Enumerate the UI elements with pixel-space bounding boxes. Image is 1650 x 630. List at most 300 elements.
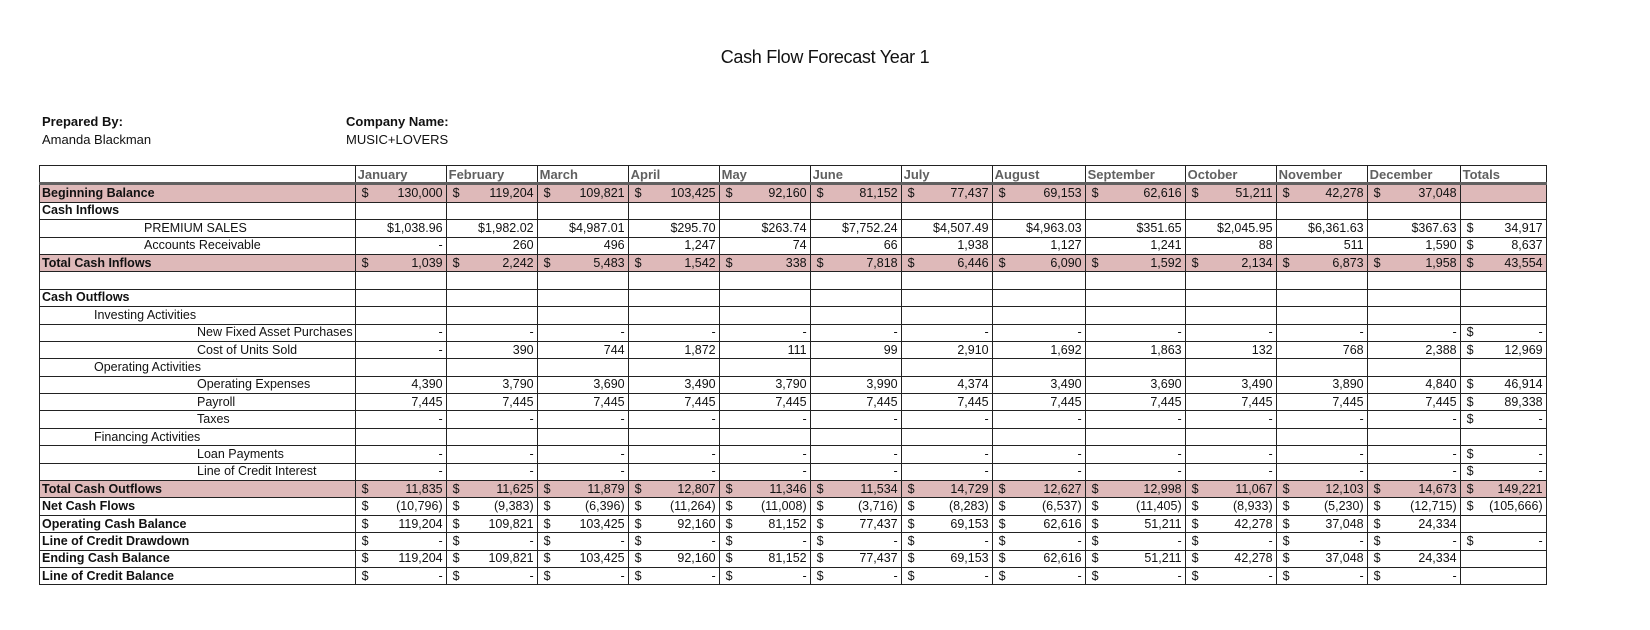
value-cell — [719, 202, 810, 219]
value-cell: - — [446, 463, 537, 480]
value-cell — [992, 550, 1085, 567]
value-cell — [537, 289, 628, 306]
value-cell — [719, 515, 810, 532]
value-cell: 3,990 — [810, 376, 901, 393]
currency-symbol: $ — [725, 481, 733, 496]
cell-value: 338 — [785, 255, 807, 270]
value-cell: $295.70 — [628, 220, 719, 237]
cell-value: - — [711, 568, 716, 583]
currency-symbol: $ — [725, 551, 733, 566]
cell-value: 12,627 — [1043, 481, 1082, 496]
cell-value: 11,625 — [496, 481, 534, 496]
currency-symbol: $ — [1466, 499, 1474, 514]
value-cell: $1,982.02 — [446, 220, 537, 237]
value-cell: $263.74 — [719, 220, 810, 237]
cell-value: (3,716) — [858, 499, 898, 514]
currency-symbol: $ — [452, 568, 460, 583]
value-cell: - — [628, 463, 719, 480]
month-header-june: June — [810, 166, 901, 184]
value-cell — [1460, 498, 1546, 515]
currency-symbol: $ — [998, 481, 1006, 496]
value-cell: - — [810, 446, 901, 463]
cell-value: - — [438, 533, 443, 548]
value-cell — [355, 550, 446, 567]
value-cell — [992, 481, 1085, 498]
row-cash-outflows — [40, 289, 1547, 306]
value-cell: - — [628, 446, 719, 463]
cell-value: 103,425 — [579, 551, 625, 566]
currency-symbol: $ — [1191, 516, 1199, 531]
value-cell — [901, 567, 992, 584]
value-cell — [1460, 463, 1546, 480]
currency-symbol: $ — [543, 186, 551, 201]
cell-value: - — [1538, 446, 1543, 461]
value-cell — [355, 184, 446, 202]
value-cell — [1185, 533, 1276, 550]
value-cell: - — [1276, 463, 1367, 480]
value-cell: 88 — [1185, 237, 1276, 254]
cell-value: 103,425 — [670, 186, 716, 201]
value-cell — [355, 272, 446, 289]
value-cell: $367.63 — [1367, 220, 1460, 237]
value-cell — [446, 289, 537, 306]
cell-value: 6,446 — [957, 255, 989, 270]
cell-value: 92,160 — [677, 551, 716, 566]
value-cell: - — [1185, 411, 1276, 428]
currency-symbol: $ — [998, 533, 1006, 548]
row-label: Total Cash Outflows — [40, 481, 356, 498]
value-cell: - — [355, 324, 446, 341]
value-cell — [719, 289, 810, 306]
value-cell — [719, 567, 810, 584]
value-cell: - — [446, 446, 537, 463]
cell-value: (6,537) — [1042, 499, 1082, 514]
cash-flow-table — [39, 165, 1547, 585]
value-cell: 3,490 — [992, 376, 1085, 393]
cell-value: 92,160 — [677, 516, 716, 531]
cell-value: 51,211 — [1235, 186, 1273, 201]
currency-symbol: $ — [998, 551, 1006, 566]
value-cell: 496 — [537, 237, 628, 254]
cell-value: - — [1452, 533, 1457, 548]
cell-value: - — [438, 568, 443, 583]
cell-value: 119,204 — [398, 516, 443, 531]
currency-symbol: $ — [725, 186, 733, 201]
value-cell — [628, 550, 719, 567]
row-label: Cash Inflows — [40, 202, 356, 219]
currency-symbol: $ — [452, 255, 460, 270]
value-cell — [901, 202, 992, 219]
cell-value: 92,160 — [768, 186, 807, 201]
row-label: Beginning Balance — [40, 184, 356, 202]
value-cell: - — [1276, 324, 1367, 341]
cell-value: - — [893, 533, 898, 548]
cell-value: 109,821 — [488, 551, 534, 566]
row-premium-sales — [40, 220, 1547, 237]
value-cell: 1,863 — [1085, 341, 1185, 358]
value-cell: - — [719, 463, 810, 480]
currency-symbol: $ — [1191, 499, 1199, 514]
currency-symbol: $ — [998, 568, 1006, 583]
value-cell — [355, 202, 446, 219]
currency-symbol: $ — [1466, 533, 1474, 548]
currency-symbol: $ — [1282, 186, 1290, 201]
value-cell — [1460, 428, 1546, 445]
value-cell: 7,445 — [628, 394, 719, 411]
currency-symbol: $ — [361, 568, 369, 583]
cell-value: 77,437 — [859, 551, 898, 566]
value-cell — [901, 184, 992, 202]
value-cell: - — [537, 463, 628, 480]
value-cell — [1276, 272, 1367, 289]
value-cell: 3,790 — [719, 376, 810, 393]
currency-symbol: $ — [361, 481, 369, 496]
currency-symbol: $ — [907, 551, 915, 566]
value-cell — [628, 567, 719, 584]
value-cell: 768 — [1276, 341, 1367, 358]
value-cell — [810, 533, 901, 550]
value-cell — [992, 289, 1085, 306]
value-cell: 66 — [810, 237, 901, 254]
value-cell — [1276, 533, 1367, 550]
value-cell — [1085, 272, 1185, 289]
value-cell — [1185, 202, 1276, 219]
currency-symbol: $ — [816, 499, 824, 514]
value-cell — [1460, 184, 1546, 202]
value-cell: 7,445 — [901, 394, 992, 411]
value-cell: - — [810, 463, 901, 480]
month-header-december: December — [1367, 166, 1460, 184]
row-label: New Fixed Asset Purchases — [40, 324, 356, 341]
currency-symbol: $ — [816, 533, 824, 548]
cell-value: - — [1538, 412, 1543, 427]
cell-value: 109,821 — [579, 186, 625, 201]
value-cell: 132 — [1185, 341, 1276, 358]
cell-value: 6,873 — [1332, 255, 1364, 270]
value-cell — [901, 515, 992, 532]
value-cell: $4,963.03 — [992, 220, 1085, 237]
cell-value: - — [1452, 568, 1457, 583]
cell-value: - — [984, 533, 989, 548]
value-cell: - — [810, 411, 901, 428]
value-cell — [1460, 237, 1546, 254]
value-cell — [1460, 376, 1546, 393]
currency-symbol: $ — [1091, 186, 1099, 201]
header-corner — [40, 166, 356, 184]
value-cell — [992, 254, 1085, 271]
value-cell — [1367, 515, 1460, 532]
currency-symbol: $ — [1091, 568, 1099, 583]
value-cell — [446, 428, 537, 445]
cell-value: 14,673 — [1418, 481, 1457, 496]
value-cell — [1085, 550, 1185, 567]
cell-value: 42,278 — [1234, 551, 1273, 566]
value-cell: 1,590 — [1367, 237, 1460, 254]
currency-symbol: $ — [725, 255, 733, 270]
cell-value: - — [1538, 464, 1543, 479]
cell-value: 5,483 — [593, 255, 625, 270]
cell-value: 81,152 — [768, 516, 807, 531]
value-cell: - — [1085, 324, 1185, 341]
value-cell — [1085, 498, 1185, 515]
value-cell — [1460, 254, 1546, 271]
cell-value: 62,616 — [1143, 186, 1182, 201]
value-cell — [628, 289, 719, 306]
value-cell: 7,445 — [992, 394, 1085, 411]
cell-value: (6,396) — [585, 499, 625, 514]
value-cell: - — [1367, 411, 1460, 428]
currency-symbol: $ — [1373, 551, 1381, 566]
value-cell — [1085, 481, 1185, 498]
currency-symbol: $ — [1091, 516, 1099, 531]
cell-value: - — [620, 533, 625, 548]
cell-value: 37,048 — [1325, 516, 1364, 531]
cell-value: 81,152 — [859, 186, 898, 201]
cell-value: (11,008) — [760, 499, 807, 514]
value-cell: 7,445 — [537, 394, 628, 411]
value-cell — [810, 359, 901, 376]
value-cell — [446, 202, 537, 219]
currency-symbol: $ — [543, 533, 551, 548]
currency-symbol: $ — [1373, 481, 1381, 496]
cell-value: - — [1359, 533, 1364, 548]
cell-value: 6,090 — [1050, 255, 1082, 270]
value-cell — [1460, 341, 1546, 358]
value-cell — [446, 272, 537, 289]
value-cell — [1460, 394, 1546, 411]
value-cell: 3,690 — [537, 376, 628, 393]
value-cell — [1460, 289, 1546, 306]
month-header-september: September — [1085, 166, 1185, 184]
value-cell — [810, 184, 901, 202]
currency-symbol: $ — [452, 481, 460, 496]
value-cell: 7,445 — [1276, 394, 1367, 411]
currency-symbol: $ — [1282, 551, 1290, 566]
value-cell — [1460, 220, 1546, 237]
value-cell: - — [1367, 463, 1460, 480]
month-header-october: October — [1185, 166, 1276, 184]
value-cell — [355, 254, 446, 271]
currency-symbol: $ — [361, 516, 369, 531]
value-cell: 1,127 — [992, 237, 1085, 254]
value-cell: $6,361.63 — [1276, 220, 1367, 237]
value-cell — [1276, 289, 1367, 306]
row-label: Financing Activities — [40, 428, 356, 445]
value-cell: 7,445 — [1185, 394, 1276, 411]
currency-symbol: $ — [725, 516, 733, 531]
value-cell — [719, 184, 810, 202]
cell-value: 2,134 — [1241, 255, 1273, 270]
value-cell — [1185, 359, 1276, 376]
currency-symbol: $ — [1091, 481, 1099, 496]
value-cell: 74 — [719, 237, 810, 254]
row-ending-cash-balance — [40, 550, 1547, 567]
value-cell — [1085, 567, 1185, 584]
currency-symbol: $ — [1466, 394, 1474, 409]
row-beginning-balance — [40, 184, 1547, 202]
value-cell — [446, 481, 537, 498]
currency-symbol: $ — [1466, 464, 1474, 479]
cell-value: - — [1268, 533, 1273, 548]
value-cell — [810, 202, 901, 219]
value-cell — [1367, 567, 1460, 584]
value-cell: 2,388 — [1367, 341, 1460, 358]
value-cell — [992, 428, 1085, 445]
cell-value: 24,334 — [1418, 551, 1457, 566]
value-cell — [446, 184, 537, 202]
currency-symbol: $ — [1466, 325, 1474, 340]
row-label: Line of Credit Drawdown — [40, 533, 356, 550]
currency-symbol: $ — [998, 516, 1006, 531]
value-cell — [1276, 498, 1367, 515]
value-cell — [810, 515, 901, 532]
value-cell — [1460, 550, 1546, 567]
value-cell: 511 — [1276, 237, 1367, 254]
value-cell — [1276, 202, 1367, 219]
currency-symbol: $ — [725, 533, 733, 548]
value-cell — [1085, 289, 1185, 306]
value-cell: $4,987.01 — [537, 220, 628, 237]
currency-symbol: $ — [543, 551, 551, 566]
cell-value: 11,346 — [769, 481, 807, 496]
value-cell — [537, 550, 628, 567]
value-cell — [810, 567, 901, 584]
cell-value: - — [1077, 568, 1082, 583]
cell-value: 149,221 — [1497, 481, 1543, 496]
value-cell: - — [446, 411, 537, 428]
value-cell — [1276, 550, 1367, 567]
currency-symbol: $ — [1466, 238, 1474, 253]
row-taxes — [40, 411, 1547, 428]
value-cell — [719, 254, 810, 271]
value-cell: - — [355, 411, 446, 428]
currency-symbol: $ — [1466, 342, 1474, 357]
cell-value: 11,879 — [587, 481, 625, 496]
value-cell — [1367, 202, 1460, 219]
value-cell — [901, 498, 992, 515]
value-cell — [1460, 324, 1546, 341]
value-cell: 3,790 — [446, 376, 537, 393]
value-cell — [537, 428, 628, 445]
row-total-cash-inflows — [40, 254, 1547, 271]
cell-value: 46,914 — [1504, 377, 1543, 392]
currency-symbol: $ — [1373, 499, 1381, 514]
value-cell — [901, 254, 992, 271]
value-cell — [901, 533, 992, 550]
value-cell: - — [992, 446, 1085, 463]
currency-symbol: $ — [452, 499, 460, 514]
value-cell: 7,445 — [1367, 394, 1460, 411]
value-cell — [1185, 567, 1276, 584]
value-cell — [992, 533, 1085, 550]
value-cell — [537, 567, 628, 584]
value-cell — [1367, 289, 1460, 306]
value-cell — [992, 202, 1085, 219]
cell-value: - — [529, 533, 534, 548]
currency-symbol: $ — [1091, 551, 1099, 566]
value-cell — [810, 550, 901, 567]
row-label: Net Cash Flows — [40, 498, 356, 515]
cell-value: - — [529, 568, 534, 583]
value-cell — [1085, 428, 1185, 445]
cell-value: (8,933) — [1233, 499, 1273, 514]
company-name-value: MUSIC+LOVERS — [346, 132, 449, 147]
value-cell — [810, 272, 901, 289]
cell-value: - — [802, 568, 807, 583]
row-cash-inflows — [40, 202, 1547, 219]
value-cell — [1367, 272, 1460, 289]
month-header-april: April — [628, 166, 719, 184]
value-cell — [1367, 428, 1460, 445]
currency-symbol: $ — [816, 568, 824, 583]
value-cell — [1185, 184, 1276, 202]
value-cell — [992, 498, 1085, 515]
currency-symbol: $ — [634, 568, 642, 583]
value-cell: - — [1367, 446, 1460, 463]
value-cell: - — [1276, 411, 1367, 428]
row-label: Taxes — [40, 411, 356, 428]
currency-symbol: $ — [634, 255, 642, 270]
cell-value: - — [1359, 568, 1364, 583]
value-cell — [719, 481, 810, 498]
value-cell — [355, 307, 446, 324]
cell-value: - — [984, 568, 989, 583]
currency-symbol: $ — [634, 516, 642, 531]
value-cell — [992, 567, 1085, 584]
cell-value: 119,204 — [489, 186, 534, 201]
value-cell — [1276, 307, 1367, 324]
value-cell — [1185, 307, 1276, 324]
value-cell: 7,445 — [355, 394, 446, 411]
cell-value: 1,542 — [684, 255, 716, 270]
currency-symbol: $ — [634, 551, 642, 566]
currency-symbol: $ — [816, 516, 824, 531]
month-header-may: May — [719, 166, 810, 184]
cell-value: 130,000 — [397, 186, 443, 201]
value-cell — [1185, 289, 1276, 306]
value-cell: 4,840 — [1367, 376, 1460, 393]
value-cell: 390 — [446, 341, 537, 358]
value-cell: 3,890 — [1276, 376, 1367, 393]
currency-symbol: $ — [361, 186, 369, 201]
currency-symbol: $ — [1373, 533, 1381, 548]
value-cell: - — [355, 446, 446, 463]
value-cell — [537, 272, 628, 289]
value-cell — [537, 202, 628, 219]
cell-value: - — [1268, 568, 1273, 583]
row-net-cash-flows — [40, 498, 1547, 515]
value-cell: - — [1085, 463, 1185, 480]
value-cell — [901, 359, 992, 376]
currency-symbol: $ — [816, 551, 824, 566]
value-cell — [537, 515, 628, 532]
value-cell — [810, 307, 901, 324]
cell-value: 51,211 — [1144, 516, 1182, 531]
cell-value: 14,729 — [950, 481, 989, 496]
currency-symbol: $ — [1282, 516, 1290, 531]
row-operating-expenses — [40, 376, 1547, 393]
value-cell: 1,247 — [628, 237, 719, 254]
currency-symbol: $ — [543, 568, 551, 583]
row-label: Line of Credit Interest — [40, 463, 356, 480]
value-cell — [719, 498, 810, 515]
currency-symbol: $ — [1373, 568, 1381, 583]
currency-symbol: $ — [361, 255, 369, 270]
value-cell — [992, 515, 1085, 532]
cell-value: (5,230) — [1324, 499, 1364, 514]
value-cell — [1276, 184, 1367, 202]
value-cell — [1085, 307, 1185, 324]
